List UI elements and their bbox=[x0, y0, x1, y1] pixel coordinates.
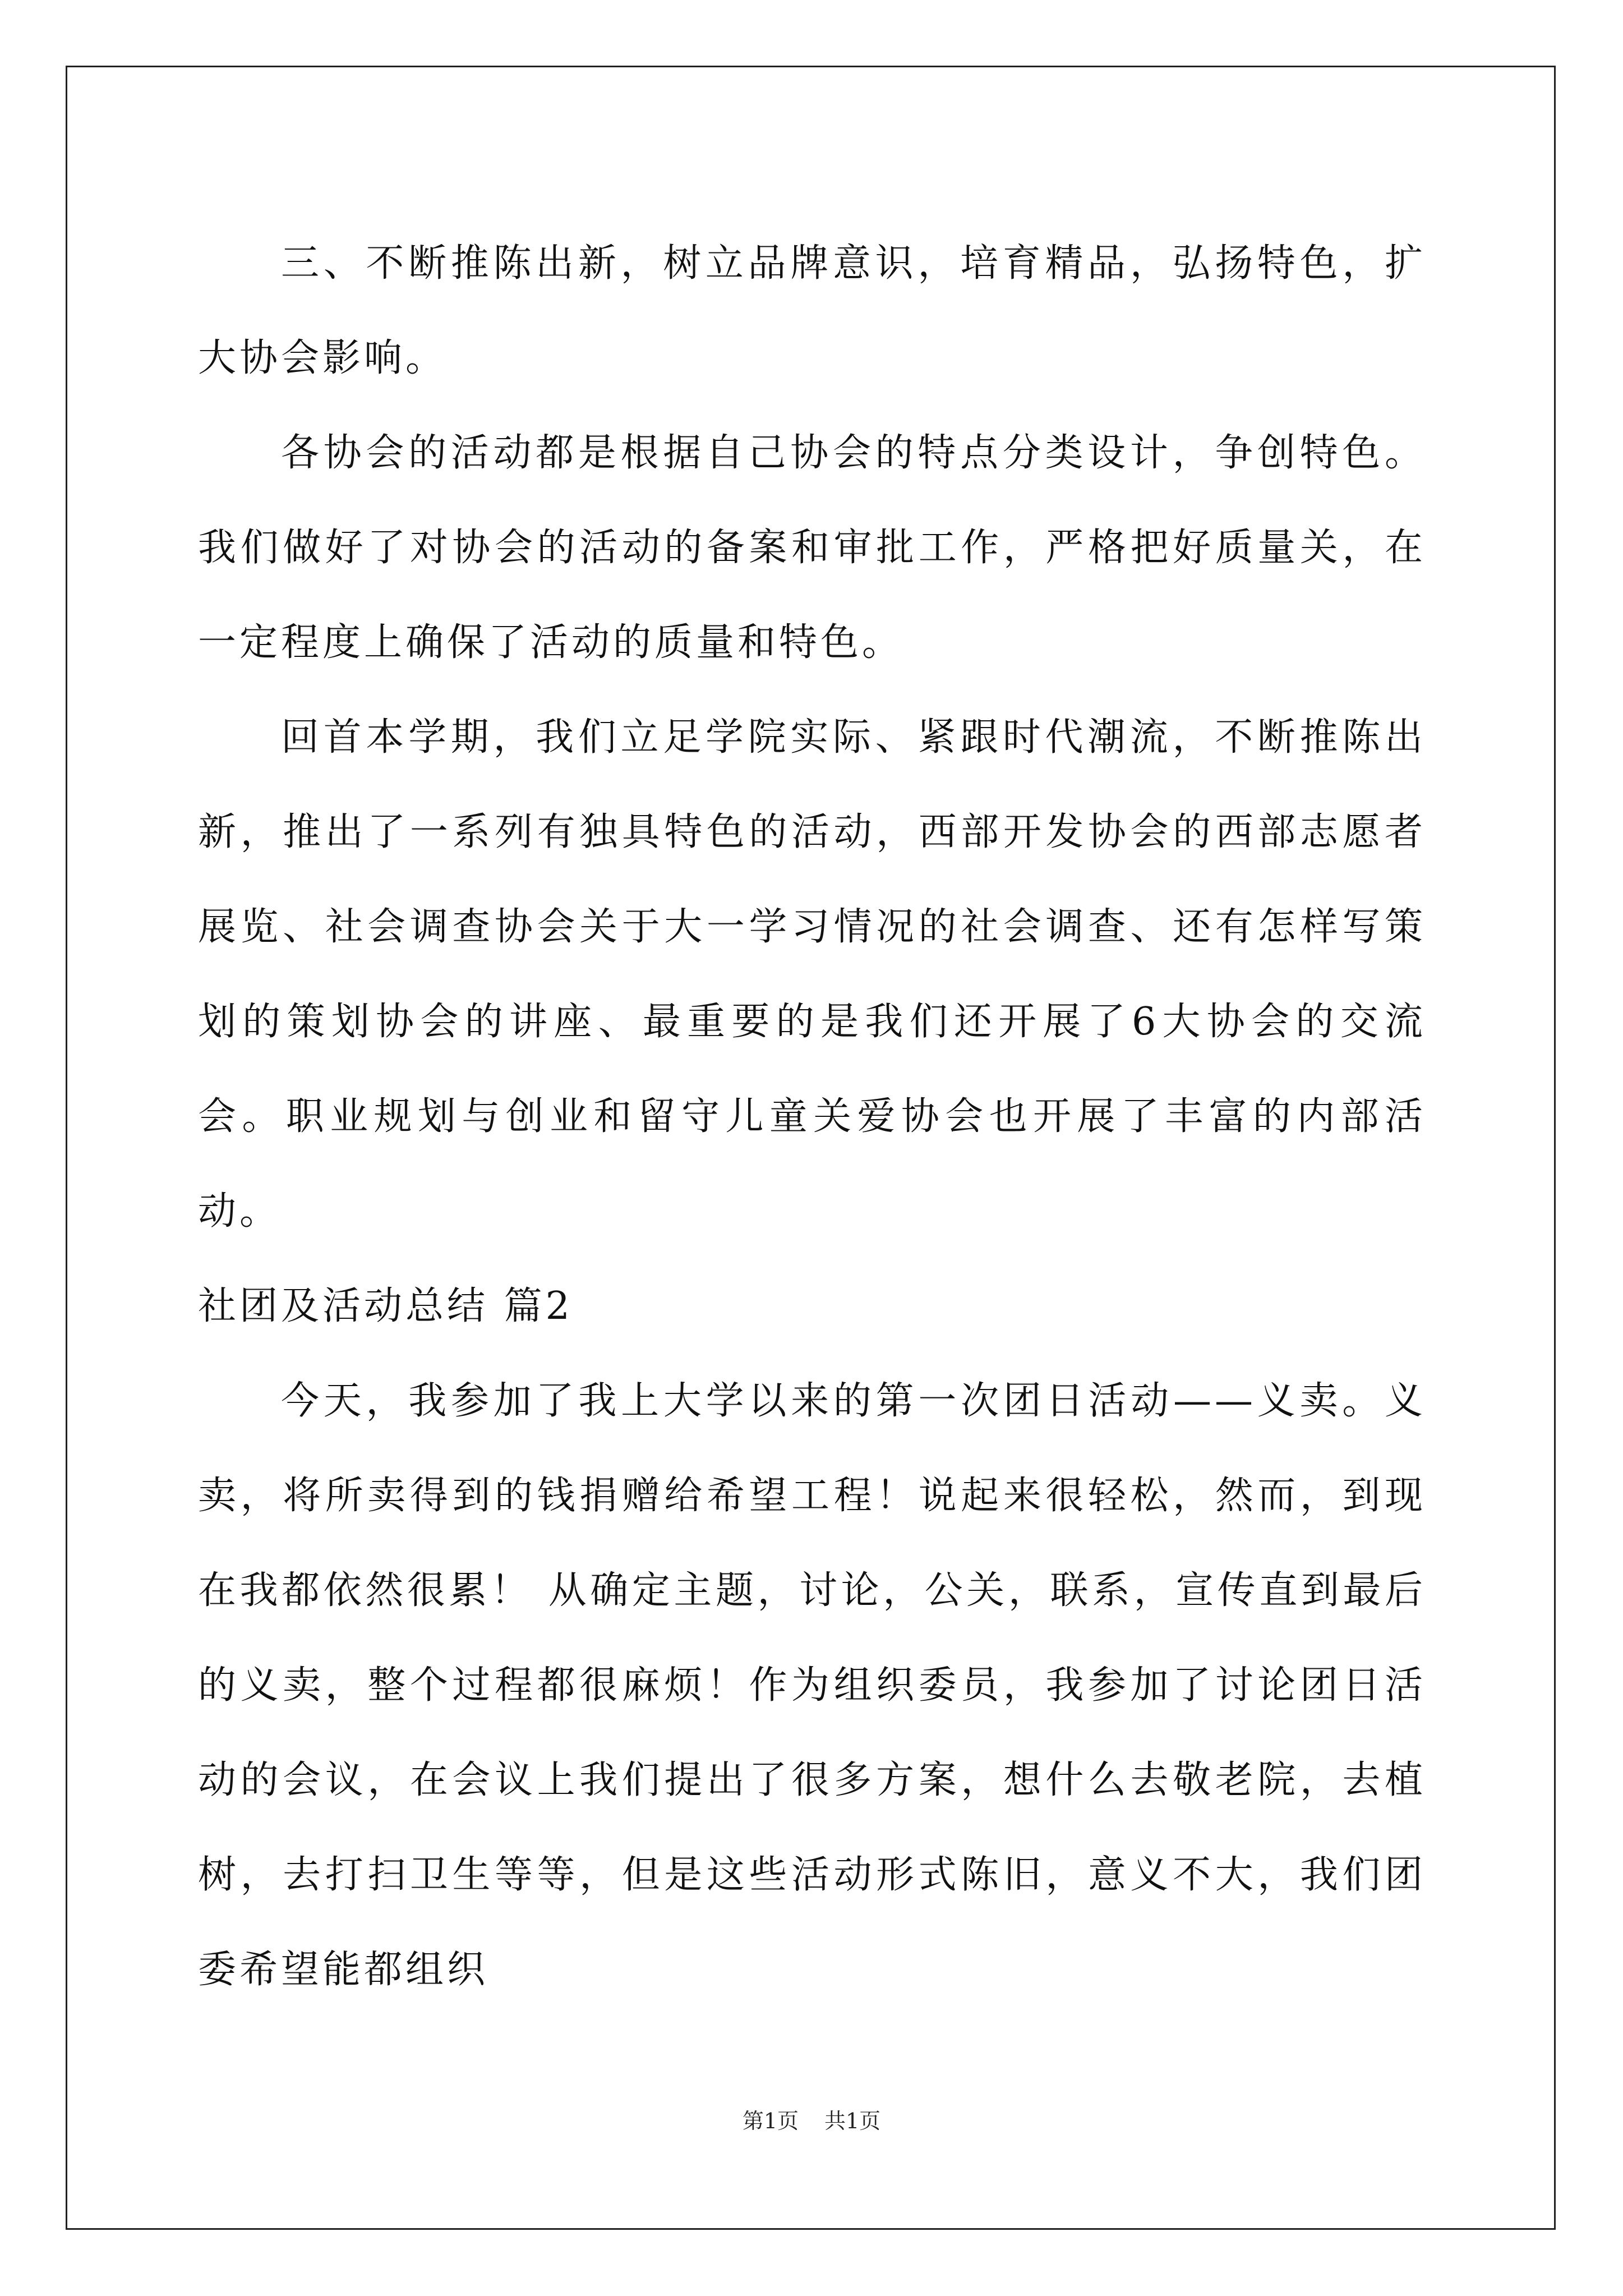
paragraph-section-three: 三、不断推陈出新，树立品牌意识，培育精品，弘扬特色，扩大协会影响。 bbox=[198, 241, 1426, 380]
paragraph-charity-sale: 今天，我参加了我上大学以来的第一次团日活动——义卖。义卖，将所卖得到的钱捐赠给希望工程！说起来很轻松，然而，到现在我都依然很累！ 从确定主题，讨论，公关，联系，宣传直到最后的义卖，整个过程都很麻烦！作为组织委员，我参加了讨论团日活动的会议，在会议上我们提出了很多方案，想什么去敬老院，去植树，去打扫卫生等等，但是这些活动形式陈旧，意义不大，我们团委希望能都组织 bbox=[198, 1379, 1426, 1992]
page-number: 第1页 bbox=[742, 2109, 799, 2133]
document-body bbox=[198, 216, 1426, 2017]
paragraph-activity-design: 各协会的活动都是根据自己协会的特点分类设计，争创特色。我们做好了对协会的活动的备案和审批工作，严格把好质量关，在一定程度上确保了活动的质量和特色。 bbox=[198, 431, 1426, 665]
paragraph-semester-review: 回首本学期，我们立足学院实际、紧跟时代潮流，不断推陈出新，推出了一系列有独具特色的活动，西部开发协会的西部志愿者展览、社会调查协会关于大一学习情况的社会调查、还有怎样写策划的策划协会的讲座、最重要的是我们还开展了6大协会的交流会。职业规划与创业和留守儿童关爱协会也开展了丰富的内部活动。 bbox=[198, 715, 1426, 1234]
page-footer bbox=[0, 2104, 1623, 2134]
page-total: 共1页 bbox=[824, 2109, 881, 2133]
section-heading: 社团及活动总结 篇2 bbox=[198, 1284, 573, 1328]
